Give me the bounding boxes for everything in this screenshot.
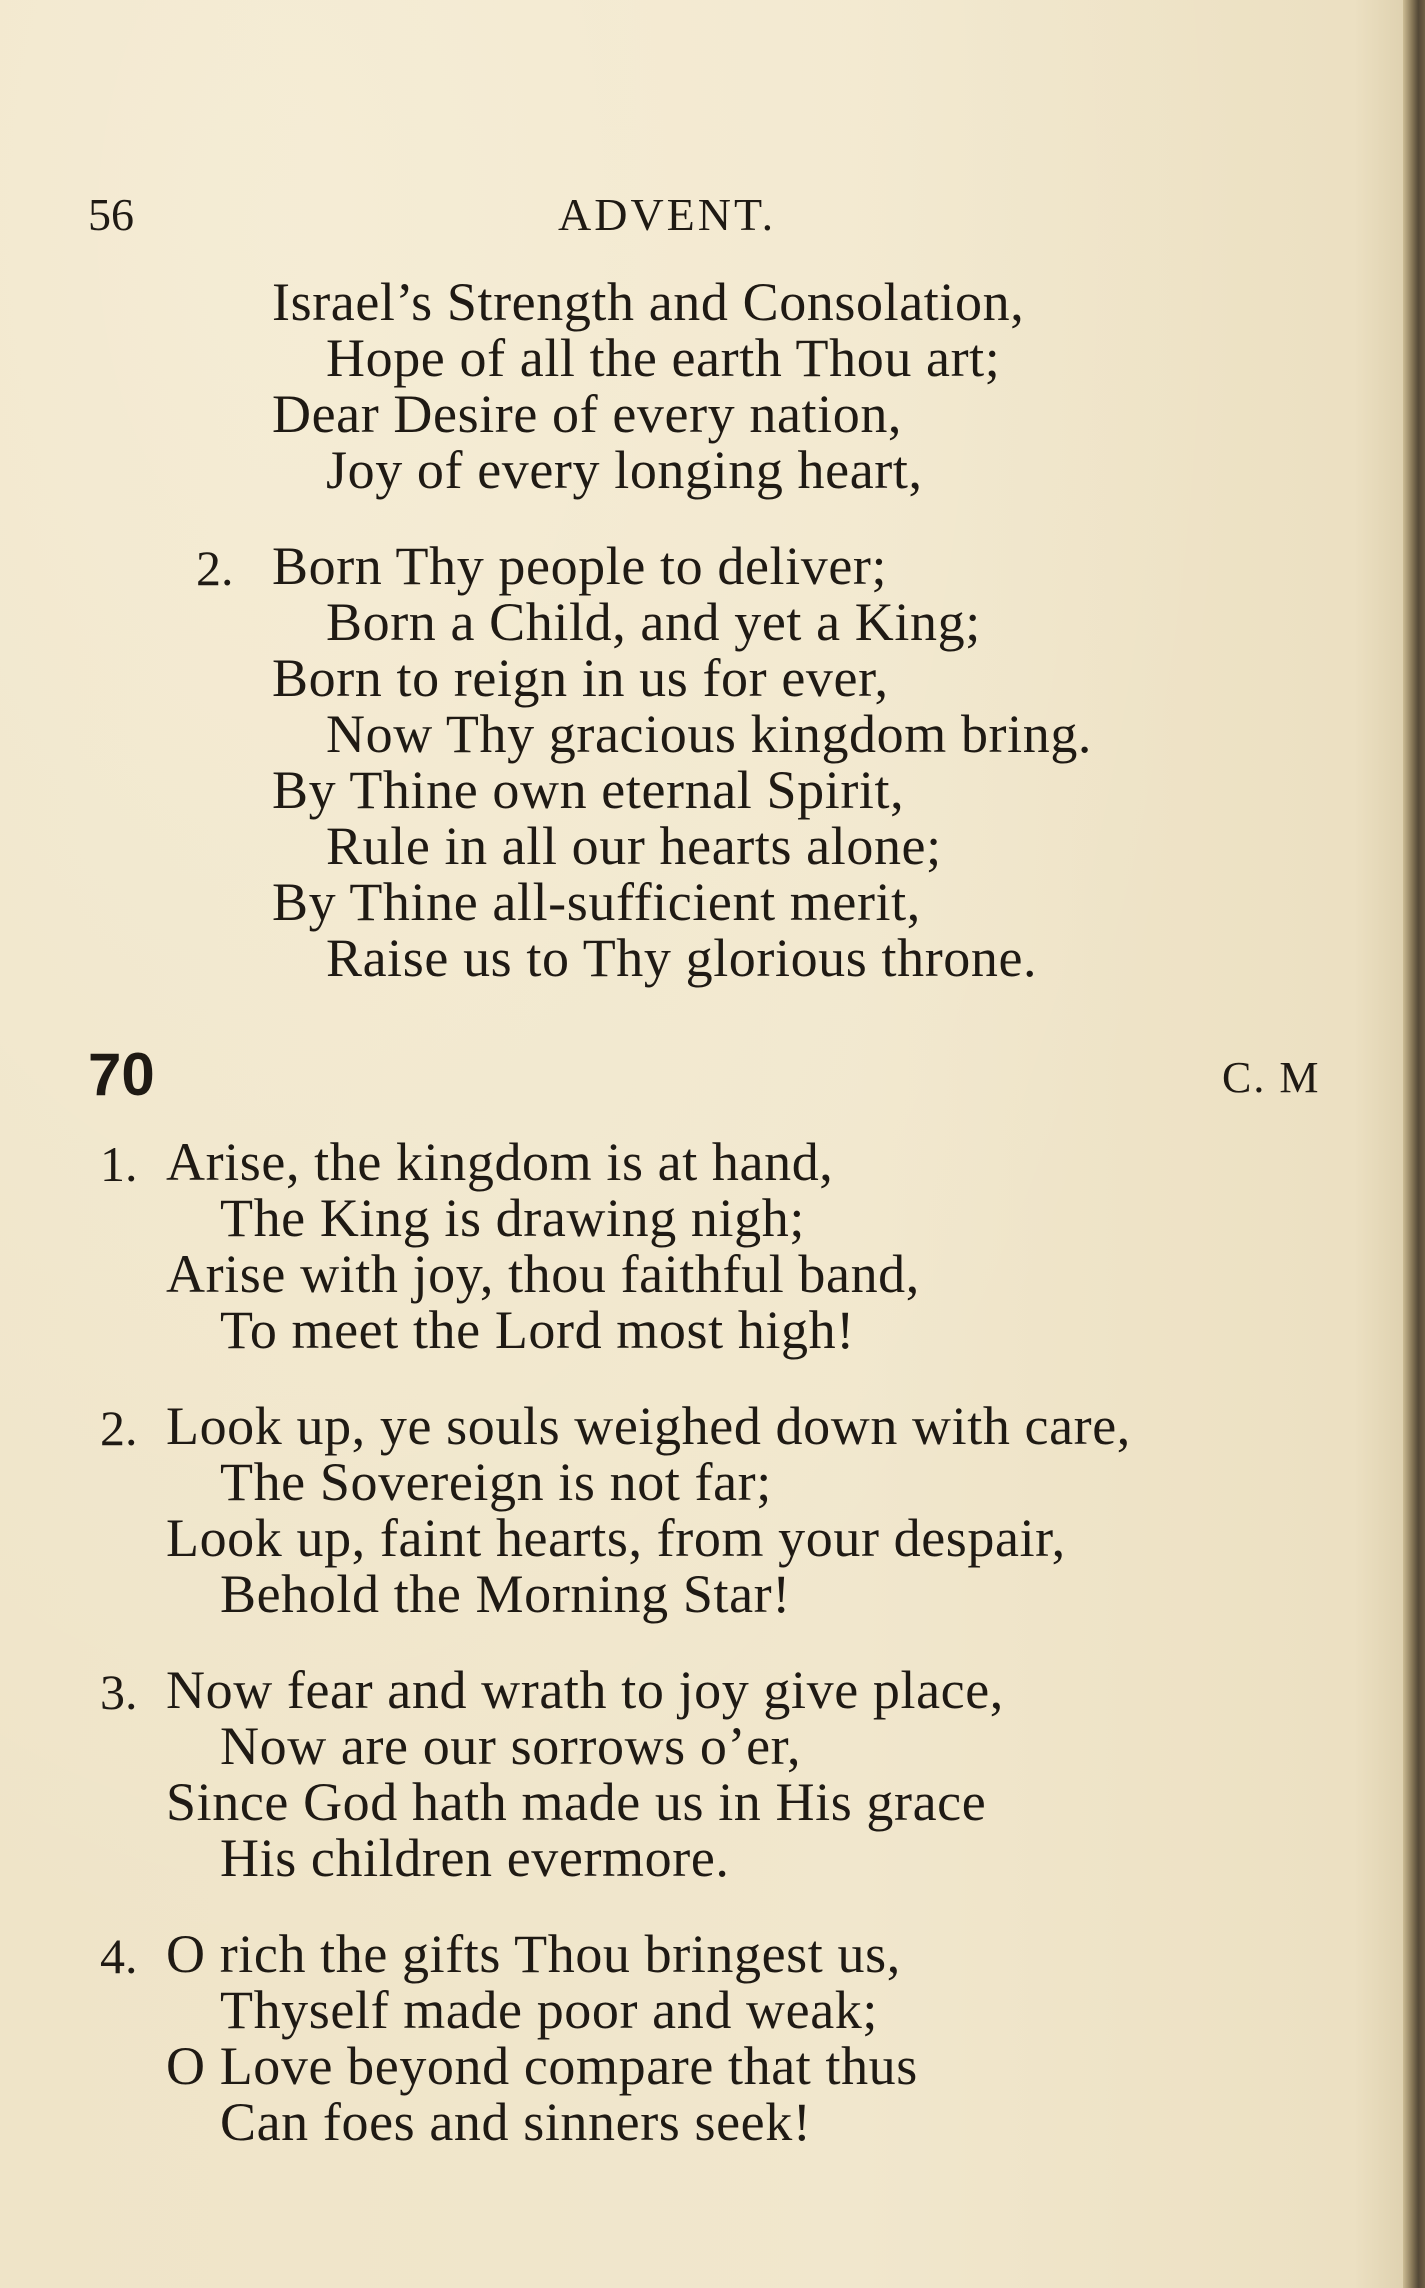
verse-line: Hope of all the earth Thou art; — [326, 328, 1001, 388]
hymn-number: 70 — [88, 1041, 155, 1108]
verse-number: 3. — [100, 1664, 138, 1720]
page-number: 56 — [88, 189, 134, 240]
running-title: ADVENT. — [558, 189, 777, 240]
verse-line: Look up, ye souls weighed down with care, — [166, 1396, 1131, 1456]
verse-line: His children evermore. — [220, 1828, 730, 1888]
verse-line: O Love beyond compare that thus — [166, 2036, 918, 2096]
hymn-meter: C. M — [1222, 1053, 1321, 1102]
page-edge — [1403, 0, 1425, 2288]
verse-line: Now Thy gracious kingdom bring. — [326, 704, 1093, 764]
verse-line: Behold the Morning Star! — [220, 1564, 791, 1624]
verse-line: The King is drawing nigh; — [220, 1188, 805, 1248]
verse-line: Now fear and wrath to joy give place, — [166, 1660, 1004, 1720]
verse-line: To meet the Lord most high! — [220, 1300, 855, 1360]
verse-line: Joy of every longing heart, — [326, 440, 923, 500]
verse-line: Israel’s Strength and Consolation, — [272, 272, 1025, 332]
verse-line: Dear Desire of every nation, — [272, 384, 903, 444]
verse-line: Rule in all our hearts alone; — [326, 816, 942, 876]
verse-number: 2. — [100, 1400, 138, 1456]
verse-line: The Sovereign is not far; — [220, 1452, 772, 1512]
verse-line: Born a Child, and yet a King; — [326, 592, 981, 652]
verse-number: 1. — [100, 1136, 138, 1192]
verse-line: Since God hath made us in His grace — [166, 1772, 987, 1832]
verse-line: Thyself made poor and weak; — [220, 1980, 878, 2040]
verse-number: 2. — [196, 540, 234, 596]
verse-number: 4. — [100, 1928, 138, 1984]
verse-line: Raise us to Thy glorious throne. — [326, 928, 1038, 988]
page-header — [88, 188, 1328, 248]
verse-line: Can foes and sinners seek! — [220, 2092, 812, 2152]
verse-line: By Thine all-sufficient merit, — [272, 872, 921, 932]
verse-line: Arise, the kingdom is at hand, — [166, 1132, 834, 1192]
verse-line: Look up, faint hearts, from your despair, — [166, 1508, 1066, 1568]
verse-line: Born Thy people to deliver; — [272, 536, 888, 596]
verse-line: Arise with joy, thou faithful band, — [166, 1244, 920, 1304]
verse-line: By Thine own eternal Spirit, — [272, 760, 905, 820]
verse-line: O rich the gifts Thou bringest us, — [166, 1924, 901, 1984]
verse-line: Born to reign in us for ever, — [272, 648, 889, 708]
verse-line: Now are our sorrows o’er, — [220, 1716, 802, 1776]
